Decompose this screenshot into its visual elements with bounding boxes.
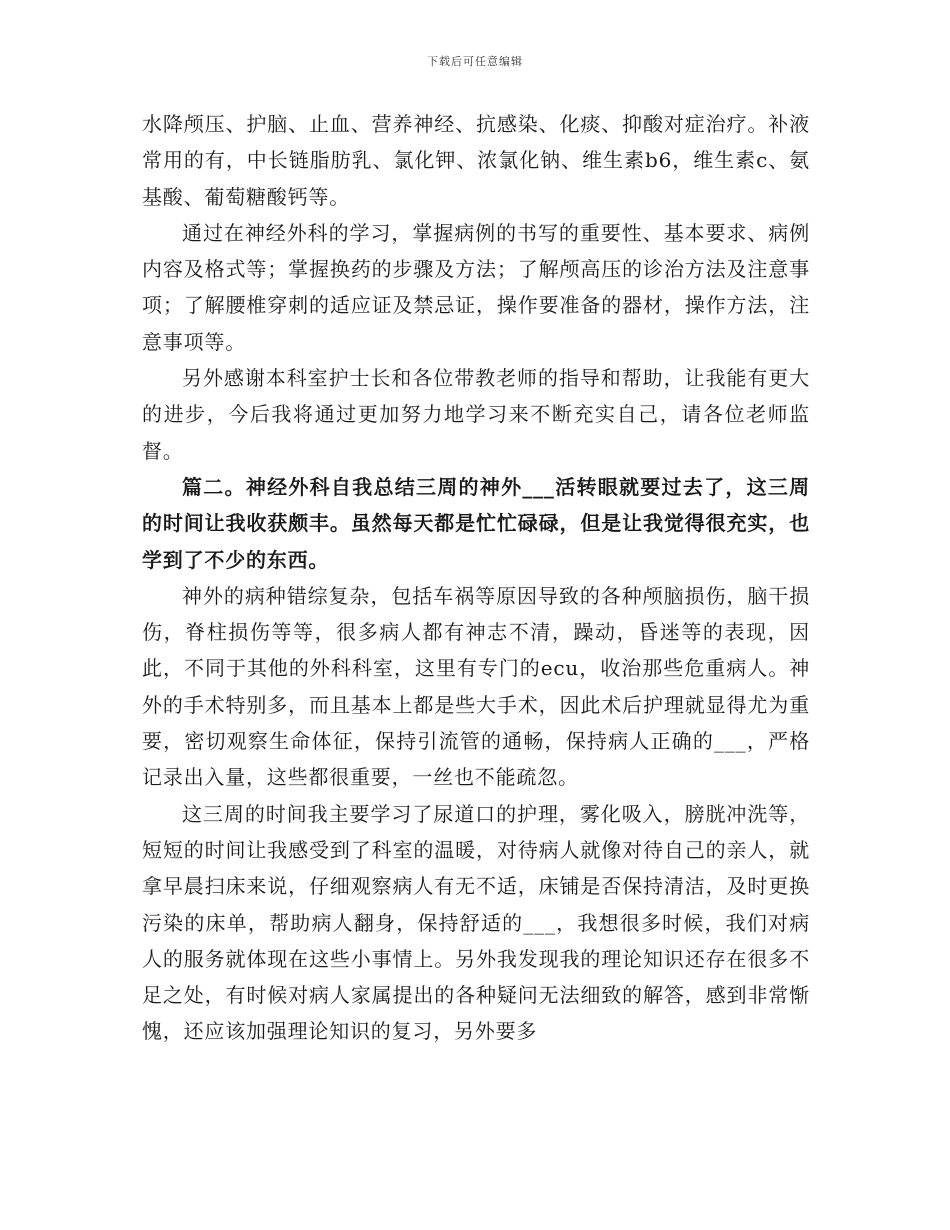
paragraph-learning: 通过在神经外科的学习，掌握病例的书写的重要性、基本要求、病例内容及格式等；掌握换药的步骤及方法；了解颅高压的诊治方法及注意事项；了解腰椎穿刺的适应证及禁忌证，操作要准备的器材，操作方法，注意事项等。 <box>142 220 810 354</box>
paragraph-thanks: 另外感谢本科室护士长和各位带教老师的指导和帮助，让我能有更大的进步，今后我将通过更加努力地学习来不断充实自己，请各位老师监督。 <box>142 366 810 463</box>
paragraph-department: 神外的病种错综复杂，包括车祸等原因导致的各种颅脑损伤，脑干损伤，脊柱损伤等等，很多病人都有神志不清，躁动，昏迷等的表现，因此，不同于其他的外科科室，这里有专门的ecu，收治那些危重病人。神外的手术特别多，而且基本上都是些大手术，因此术后护理就显得尤为重要，密切观察生命体征，保持引流管的通畅，保持病人正确的___，严格记录出入量，这些都很重要，一丝也不能疏忽。 <box>142 583 810 790</box>
document-body <box>142 106 810 1050</box>
section-heading: 篇二。神经外科自我总结三周的神外___活转眼就要过去了，这三周的时间让我收获颇丰。虽然每天都是忙忙碌碌，但是让我觉得很充实，也学到了不少的东西。 <box>142 474 810 572</box>
paragraph-experience: 这三周的时间我主要学习了尿道口的护理，雾化吸入，膀胱冲洗等，短短的时间让我感受到了科室的温暖，对待病人就像对待自己的亲人，就拿早晨扫床来说，仔细观察病人有无不适，床铺是否保持清洁，及时更换污染的床单，帮助病人翻身，保持舒适的___，我想很多时候，我们对病人的服务就体现在这些小事情上。另外我发现我的理论知识还存在很多不足之处，有时候对病人家属提出的各种疑问无法细致的解答，感到非常惭愧，还应该加强理论知识的复习，另外要多 <box>142 801 810 1044</box>
paragraph-treatment: 水降颅压、护脑、止血、营养神经、抗感染、化痰、抑酸对症治疗。补液常用的有，中长链脂肪乳、氯化钾、浓氯化钠、维生素b6，维生素c、氨基酸、葡萄糖酸钙等。 <box>142 112 810 209</box>
page-header: 下载后可任意编辑 <box>427 55 523 68</box>
